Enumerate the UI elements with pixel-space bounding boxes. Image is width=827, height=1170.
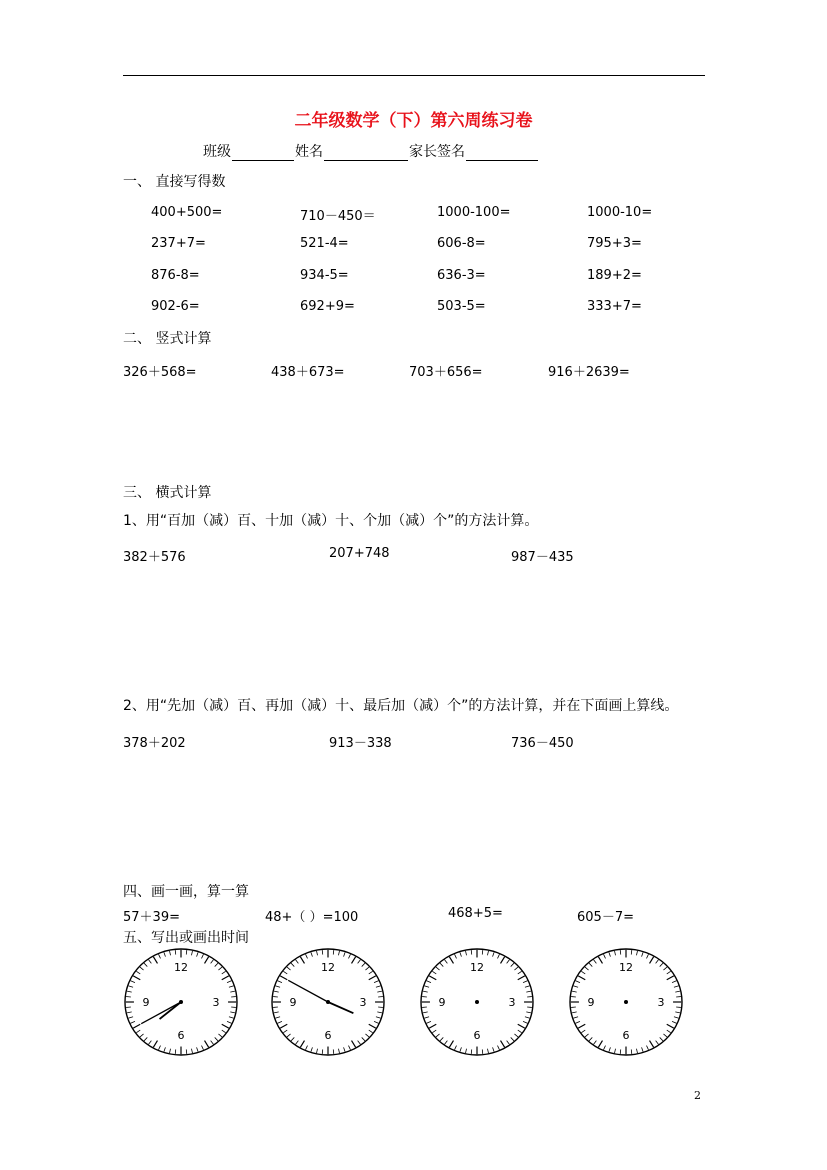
clock-tick (660, 963, 663, 966)
clock-tick (377, 991, 382, 992)
clock-tick (572, 1012, 577, 1013)
s4-problem: 48+（ ）=100 (265, 910, 359, 925)
clock-tick (358, 1041, 361, 1045)
clock-tick (523, 1021, 527, 1023)
clock-tick (362, 963, 365, 966)
clock-tick (144, 1037, 147, 1040)
page-number: 2 (694, 1089, 701, 1102)
clock-tick (589, 1037, 592, 1040)
clock-tick (518, 1024, 525, 1028)
clock-tick (501, 1041, 505, 1048)
section-3-heading: 三、 横式计算 (123, 485, 212, 501)
clock-tick (667, 971, 671, 974)
clock-tick (466, 1049, 467, 1053)
clock-tick (365, 967, 369, 970)
clock-tick (222, 1024, 229, 1028)
clock-tick (615, 951, 616, 955)
clock-tick (675, 991, 680, 992)
clock-tick (594, 960, 597, 964)
clock-tick (274, 991, 279, 992)
clock-number: 3 (508, 996, 516, 1009)
clock-tick (164, 952, 165, 956)
clock-tick (576, 1021, 580, 1023)
clock-tick (609, 1047, 610, 1051)
s1-problem: 710－450＝ (300, 209, 376, 224)
clock-tick (663, 967, 667, 970)
class-blank[interactable] (232, 146, 294, 161)
clock-tick (429, 976, 436, 980)
s1-problem: 934-5= (300, 268, 349, 283)
clock-tick (133, 976, 140, 980)
clock-tick (663, 1034, 667, 1037)
clock-tick (581, 1030, 585, 1033)
clock-tick (227, 981, 231, 983)
clock-tick (507, 960, 510, 964)
clock-tick (525, 986, 530, 987)
clock-tick (362, 1037, 365, 1040)
clock-tick (518, 971, 522, 974)
clock-tick (518, 1030, 522, 1033)
clock-tick (344, 952, 345, 956)
clock-tick (201, 1046, 203, 1050)
parent-signature-blank[interactable] (466, 146, 538, 161)
clock-center (475, 1000, 479, 1004)
section-4-heading: 四、画一画，算一算 (123, 884, 249, 900)
s1-problem: 1000-10= (587, 205, 653, 220)
clock-number: 3 (212, 996, 220, 1009)
clock-tick (131, 981, 135, 983)
clock-tick (585, 1034, 589, 1037)
clock-tick (218, 967, 222, 970)
clock-tick (523, 981, 527, 983)
clock-tick (460, 1047, 461, 1051)
s3-q2-problem: 736－450 (511, 736, 574, 751)
clock-tick (230, 1012, 235, 1013)
clock-tick (598, 957, 602, 964)
class-label: 班级 (203, 144, 231, 160)
clock-tick (497, 1046, 499, 1050)
clock-face-3[interactable] (418, 947, 536, 1059)
s1-problem: 795+3= (587, 236, 642, 251)
clock-tick (598, 1041, 602, 1048)
clock-tick (144, 963, 147, 966)
clock-tick (642, 952, 643, 956)
clock-tick (348, 954, 350, 958)
clock-tick (149, 1041, 152, 1045)
clock-tick (514, 1034, 518, 1037)
clock-center (624, 1000, 628, 1004)
clock-tick (276, 986, 281, 987)
clock-tick (440, 963, 443, 966)
clock-tick (511, 1037, 514, 1040)
clock-tick (660, 1037, 663, 1040)
clock-number: 12 (619, 961, 633, 974)
clock-tick (317, 951, 318, 955)
clock-tick (317, 1049, 318, 1053)
clock-tick (574, 986, 579, 987)
clock-tick (229, 1017, 234, 1018)
clock-tick (427, 981, 431, 983)
clock-tick (170, 951, 171, 955)
s2-problem: 326＋568= (123, 365, 197, 380)
clock-tick (427, 1021, 431, 1023)
section-1-heading: 一、 直接写得数 (123, 174, 226, 190)
clock-tick (227, 1021, 231, 1023)
clock-tick (306, 954, 308, 958)
clock-tick (159, 954, 161, 958)
clock-tick (650, 957, 654, 964)
clock-tick (230, 991, 235, 992)
s1-problem: 400+500= (151, 205, 223, 220)
name-blank[interactable] (324, 146, 408, 161)
clock-tick (201, 954, 203, 958)
clock-tick (675, 1012, 680, 1013)
clock-tick (376, 986, 381, 987)
clock-tick (511, 963, 514, 966)
clock-tick (425, 1017, 430, 1018)
clock-tick (222, 1030, 226, 1033)
clock-tick (127, 991, 132, 992)
clock-tick (432, 971, 436, 974)
clock-tick (487, 1049, 488, 1053)
clock-tick (460, 952, 461, 956)
clock-number: 6 (473, 1029, 481, 1042)
s1-problem: 636-3= (437, 268, 486, 283)
clock-tick (604, 954, 606, 958)
clock-tick (287, 1034, 291, 1037)
clock-tick (283, 1030, 287, 1033)
clock-tick (449, 957, 453, 964)
s2-problem: 703＋656= (409, 365, 483, 380)
clock-tick (436, 1034, 440, 1037)
s3-q2-problem: 913－338 (329, 736, 392, 751)
clock-tick (211, 960, 214, 964)
clock-tick (296, 1041, 299, 1045)
s1-problem: 1000-100= (437, 205, 511, 220)
s2-problem: 438＋673= (271, 365, 345, 380)
clock-tick (296, 960, 299, 964)
clock-tick (674, 986, 679, 987)
clock-tick (358, 960, 361, 964)
s1-problem: 606-8= (437, 236, 486, 251)
clock-number: 6 (177, 1029, 185, 1042)
page-title: 二年级数学（下）第六周练习卷 (294, 111, 533, 131)
s3-q2-problem: 378＋202 (123, 736, 186, 751)
s4-problem: 605－7= (577, 910, 634, 925)
clock-tick (140, 1034, 144, 1037)
s3-q1-problem: 382＋576 (123, 550, 186, 565)
clock-tick (609, 952, 610, 956)
clock-tick (572, 991, 577, 992)
clock-tick (164, 1047, 165, 1051)
clock-tick (136, 971, 140, 974)
s3-q1-problem: 207+748 (329, 546, 390, 561)
clock-tick (501, 957, 505, 964)
clock-tick (374, 1021, 378, 1023)
clock-tick (291, 1037, 294, 1040)
student-info-line (203, 141, 539, 161)
clock-tick (507, 1041, 510, 1045)
clock-tick (127, 1012, 132, 1013)
s1-problem: 902-6= (151, 299, 200, 314)
clock-tick (205, 1041, 209, 1048)
clock-tick (667, 1024, 674, 1028)
clock-tick (667, 976, 674, 980)
clock-tick (278, 981, 282, 983)
clock-number: 3 (359, 996, 367, 1009)
clock-tick (646, 1046, 648, 1050)
clock-tick (149, 960, 152, 964)
clock-tick (311, 1047, 312, 1051)
clock-tick (374, 981, 378, 983)
clock-tick (445, 960, 448, 964)
clock-tick (191, 1049, 192, 1053)
clock-tick (352, 957, 356, 964)
clock-tick (487, 951, 488, 955)
clock-tick (131, 1021, 135, 1023)
clock-tick (344, 1047, 345, 1051)
clock-tick (636, 1049, 637, 1053)
clock-tick (672, 981, 676, 983)
clock-tick (369, 1024, 376, 1028)
s1-problem: 503-5= (437, 299, 486, 314)
clock-tick (129, 1017, 134, 1018)
clock-tick (287, 967, 291, 970)
clock-tick (526, 1012, 531, 1013)
clock-tick (369, 976, 376, 980)
clock-number: 6 (622, 1029, 630, 1042)
section-5-heading: 五、写出或画出时间 (123, 930, 249, 946)
clock-tick (338, 1049, 339, 1053)
clock-tick (348, 1046, 350, 1050)
clock-tick (423, 991, 428, 992)
section-2-heading: 二、 竖式计算 (123, 331, 212, 347)
clock-tick (589, 963, 592, 966)
clock-tick (136, 1030, 140, 1033)
clock-tick (291, 963, 294, 966)
clock-tick (674, 1017, 679, 1018)
clock-tick (129, 986, 134, 987)
clock-tick (672, 1021, 676, 1023)
clock-tick (466, 951, 467, 955)
clock-tick (525, 1017, 530, 1018)
clock-tick (153, 957, 157, 964)
clock-tick (615, 1049, 616, 1053)
clock-tick (493, 952, 494, 956)
clock-tick (338, 951, 339, 955)
s1-problem: 521-4= (300, 236, 349, 251)
clock-tick (222, 971, 226, 974)
clock-tick (377, 1012, 382, 1013)
clock-tick (133, 1024, 140, 1028)
top-rule (123, 75, 705, 76)
clock-tick (642, 1047, 643, 1051)
clock-number: 9 (438, 996, 446, 1009)
clock-tick (578, 1024, 585, 1028)
s4-problem: 57＋39= (123, 910, 180, 925)
clock-tick (191, 951, 192, 955)
clock-tick (376, 1017, 381, 1018)
clock-tick (278, 1021, 282, 1023)
clock-tick (432, 1030, 436, 1033)
clock-tick (280, 1024, 287, 1028)
clock-tick (526, 991, 531, 992)
clock-number: 12 (321, 961, 335, 974)
clock-tick (306, 1046, 308, 1050)
clock-tick (667, 1030, 671, 1033)
clock-tick (300, 1041, 304, 1048)
clock-number: 9 (142, 996, 150, 1009)
clock-tick (574, 1017, 579, 1018)
s3-question-2: 2、用“先加（减）百、再加（减）十、最后加（减）个”的方法计算，并在下面画上算线。 (123, 698, 679, 714)
clock-tick (205, 957, 209, 964)
s1-problem: 333+7= (587, 299, 642, 314)
s1-problem: 189+2= (587, 268, 642, 283)
clock-tick (440, 1037, 443, 1040)
clock-face-4[interactable] (567, 947, 685, 1059)
clock-tick (153, 1041, 157, 1048)
clock-tick (423, 1012, 428, 1013)
clock-tick (369, 1030, 373, 1033)
clock-tick (369, 971, 373, 974)
clock-tick (170, 1049, 171, 1053)
clock-tick (215, 1037, 218, 1040)
clock-tick (274, 1012, 279, 1013)
hour-hand (328, 1002, 353, 1013)
s1-problem: 692+9= (300, 299, 355, 314)
clock-tick (604, 1046, 606, 1050)
clock-tick (300, 957, 304, 964)
clock-tick (352, 1041, 356, 1048)
clock-tick (159, 1046, 161, 1050)
clock-tick (578, 976, 585, 980)
s4-problem: 468+5= (448, 906, 503, 921)
clock-tick (436, 967, 440, 970)
clock-tick (365, 1034, 369, 1037)
s3-q1-problem: 987－435 (511, 550, 574, 565)
clock-tick (429, 1024, 436, 1028)
clock-tick (222, 976, 229, 980)
clock-tick (455, 1046, 457, 1050)
clock-tick (140, 967, 144, 970)
clock-tick (656, 1041, 659, 1045)
s2-problem: 916＋2639= (548, 365, 630, 380)
name-label: 姓名 (295, 144, 323, 160)
clock-tick (594, 1041, 597, 1045)
clock-tick (280, 976, 287, 980)
clock-tick (514, 967, 518, 970)
clock-tick (211, 1041, 214, 1045)
clock-face-1 (122, 947, 240, 1059)
clock-face-2 (269, 947, 387, 1059)
clock-tick (581, 971, 585, 974)
clock-tick (636, 951, 637, 955)
clock-tick (197, 952, 198, 956)
clock-tick (656, 960, 659, 964)
clock-number: 12 (174, 961, 188, 974)
clock-tick (311, 952, 312, 956)
hour-hand (160, 1002, 181, 1019)
s3-question-1: 1、用“百加（减）百、十加（减）十、个加（减）个”的方法计算。 (123, 513, 539, 529)
parent-signature-label: 家长签名 (409, 144, 465, 160)
s1-problem: 876-8= (151, 268, 200, 283)
clock-number: 9 (289, 996, 297, 1009)
clock-tick (197, 1047, 198, 1051)
clock-tick (497, 954, 499, 958)
clock-number: 3 (657, 996, 665, 1009)
clock-number: 12 (470, 961, 484, 974)
clock-tick (576, 981, 580, 983)
clock-tick (215, 963, 218, 966)
clock-tick (218, 1034, 222, 1037)
clock-tick (283, 971, 287, 974)
clock-tick (585, 967, 589, 970)
clock-number: 6 (324, 1029, 332, 1042)
clock-tick (493, 1047, 494, 1051)
clock-number: 9 (587, 996, 595, 1009)
clock-tick (445, 1041, 448, 1045)
clock-tick (518, 976, 525, 980)
clock-tick (276, 1017, 281, 1018)
s1-problem: 237+7= (151, 236, 206, 251)
clock-tick (455, 954, 457, 958)
clock-tick (229, 986, 234, 987)
clock-tick (646, 954, 648, 958)
clock-tick (449, 1041, 453, 1048)
clock-tick (425, 986, 430, 987)
clock-tick (650, 1041, 654, 1048)
